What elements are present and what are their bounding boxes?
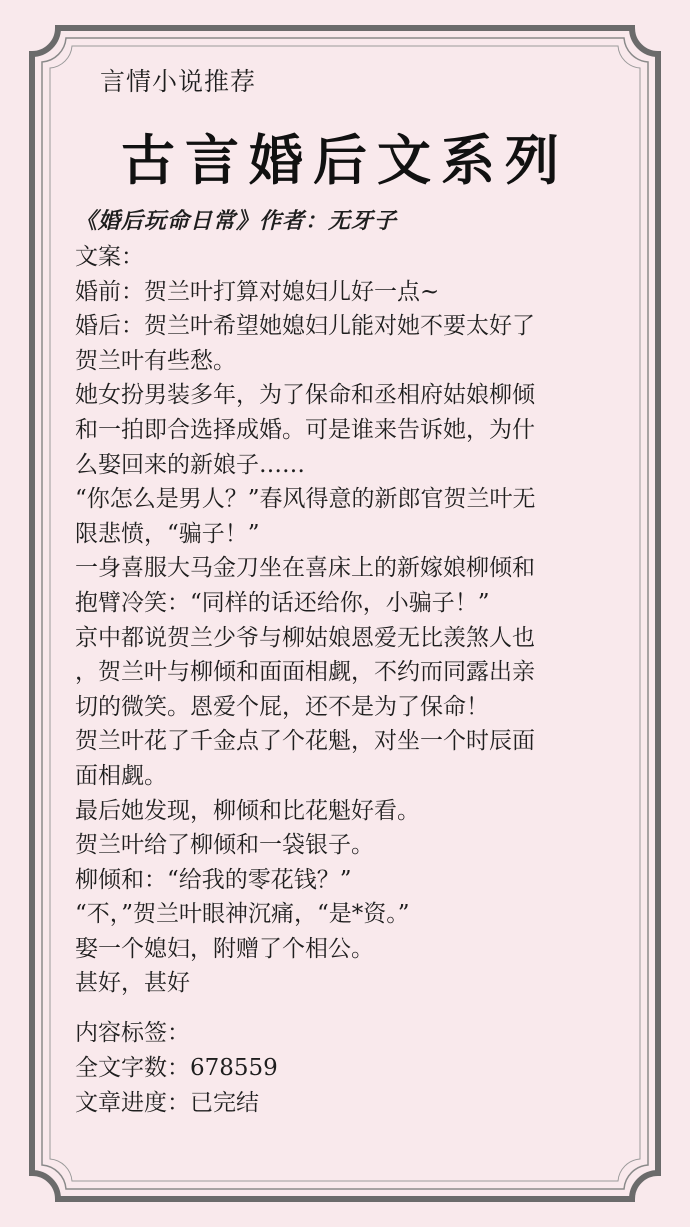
synopsis-line: 柳倾和：“给我的零花钱？” [75,866,352,893]
synopsis-line: “不，”贺兰叶眼神沉痛，“是*资。” [75,901,410,928]
synopsis-line: 么娶回来的新娘子…… [75,451,305,478]
synopsis [75,240,635,1001]
progress-status: 文章进度：已完结 [75,1090,259,1116]
synopsis-line: 她女扮男装多年，为了保命和丞相府姑娘柳倾 [75,382,535,409]
tags-label: 内容标签： [75,1020,190,1046]
synopsis-line: 最后她发现，柳倾和比花魁好看。 [75,797,420,824]
synopsis-line: 面相觑。 [75,762,167,789]
word-count: 全文字数：678559 [75,1055,278,1081]
synopsis-line: 婚前：贺兰叶打算对媳妇儿好一点~ [75,278,440,305]
synopsis-line: 切的微笑。恩爱个屁，还不是为了保命！ [75,693,489,720]
synopsis-line: 贺兰叶花了千金点了个花魁，对坐一个时辰面 [75,728,535,755]
book-title-author: 《婚后玩命日常》作者：无牙子 [75,208,398,234]
synopsis-line: 抱臂冷笑：“同样的话还给你，小骗子！” [75,589,490,616]
synopsis-line: 京中都说贺兰少爷与柳姑娘恩爱无比羡煞人也 [75,624,535,651]
synopsis-line: 限悲愤，“骗子！” [75,520,260,547]
category-label: 言情小说推荐 [100,67,257,96]
synopsis-line: 一身喜服大马金刀坐在喜床上的新嫁娘柳倾和 [75,555,535,582]
book-meta [75,1016,635,1121]
synopsis-line: ，贺兰叶与柳倾和面面相觑，不约而同露出亲 [75,659,535,686]
synopsis-line: 贺兰叶有些愁。 [75,347,236,374]
synopsis-line: 甚好，甚好 [75,970,190,997]
synopsis-line: 娶一个媳妇，附赠了个相公。 [75,935,374,962]
page-title: 古言婚后文系列 [121,128,569,192]
synopsis-line: 文案： [75,244,144,270]
synopsis-line: 和一拍即合选择成婚。可是谁来告诉她，为什 [75,416,535,443]
synopsis-line: “你怎么是男人？”春风得意的新郎官贺兰叶无 [75,486,536,513]
synopsis-line: 贺兰叶给了柳倾和一袋银子。 [75,832,374,859]
synopsis-line: 婚后：贺兰叶希望她媳妇儿能对她不要太好了 [75,313,535,340]
